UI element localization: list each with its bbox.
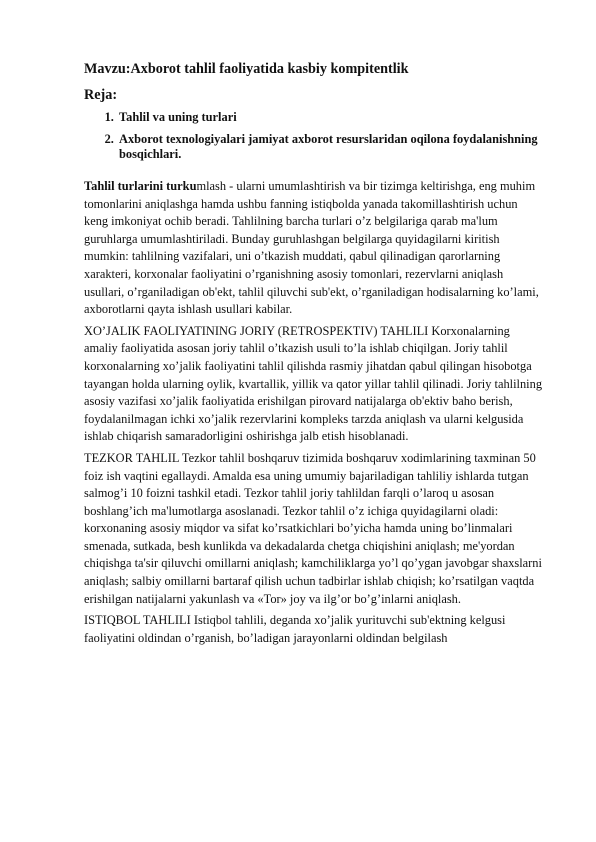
plan-item: 2. Axborot texnologiyalari jamiyat axborot resurslaridan oqilona foydalanishning bosqichlari. <box>117 132 544 162</box>
plan-list <box>84 110 544 162</box>
plan-item: 1. Tahlil va uning turlari <box>117 110 544 125</box>
paragraph-text: mlash - ularni umumlashtirish va bir tizimga keltirishga, eng muhim tomonlarini aniqlashga hamda ushbu fanning istiqbolda yanada takomillashtirish uchun keng imkoniyat ochib beradi. Tahlilning barcha turlari o’z belgilariga qarab ma'lum guruhlarga umumlashtiriladi. Bunday guruhlashgan belgilarga quyidagilarni kiritish mumkin: tahlilning vazifalari, uni o’tkazish muddati, qabul qilinadigan qarorlarning xarakteri, korxonalar faoliyatini o’rganishning asosiy tomonlari, rezervlarni aniqlash usullari, o’rganiladigan ob'ekt, tahlil qiluvchi sub'ekt, o’rganiladigan hodisalarning ko’lami, axborotlarni qayta ishlash usullari kabilar. <box>84 179 539 317</box>
paragraph-classification <box>84 178 544 319</box>
paragraph-perspective-analysis: ISTIQBOL TAHLILI Istiqbol tahlili, deganda xo’jalik yurituvchi sub'ektning kelgusi faoliyatini oldindan o’rganish, bo’ladigan jarayonlarni oldindan belgilash <box>84 613 506 645</box>
paragraph-lead-bold: Tahlil turlarini turku <box>84 179 197 193</box>
document-title: Mavzu:Axborot tahlil faoliyatida kasbiy kompitentlik <box>84 61 409 77</box>
plan-heading: Reja: <box>84 87 118 103</box>
paragraph-retrospective-analysis: XO’JALIK FAOLIYATINING JORIY (RETROSPEKTIV) TAHLILI Korxonalarning amaliy faoliyatida asosan joriy tahlil o’tkazish usuli to’la ishlab chiqilgan. Joriy tahlil korxonalarning xo’jalik faoliyatini tahlil qilishda rasmiy jihatdan qabul qilingan hisobotga tayangan holda ularning oylik, kvartallik, yillik va qator yillar tahlil qilinadi. Joriy tahlilning asosiy vazifasi xo’jalik faoliyatida erishilgan pirovard natijalarga ob'ektiv baho berish, foydalanilmagan ichki xo’jalik rezervlarini kompleks tarzda aniqlash va ularni kelgusida ishlab chiqarish samaradorligini oshirishga jalb etish hisoblanadi. <box>84 323 543 444</box>
paragraph-operative-analysis: TEZKOR TAHLIL Tezkor tahlil boshqaruv tizimida boshqaruv xodimlarining taxminan 50 foiz ish vaqtini egallaydi. Amalda esa uning umumiy bajariladigan tahliliy ishlarda tutgan salmog’i 10 foizni tashkil etadi. Tezkor tahlil joriy tahlildan farqli o’laroq u asosan boshlang’ich ma'lumotlarga asoslanadi. Tezkor tahlil o’z ichiga quyidagilarni oladi: korxonaning asosiy miqdor va sifat ko’rsatkichlari bo’yicha hamda uning bo’linmalari smenada, sutkada, besh kunlikda va dekadalarda chetga chiqishini aniqlash; me'yordan chiqishga ta'sir qiluvchi omillarni aniqlash; kamchiliklarga yo’l qo’ygan javobgar shaxslarni aniqlash; salbiy omillarni bartaraf qilish uchun tadbirlar ishlab chiqish; ko’rsatilgan vaqtda erishilgan natijalarni yakunlash va «Tor» joy va ilg’or bo’g’inlarni aniqlash. <box>84 450 542 606</box>
